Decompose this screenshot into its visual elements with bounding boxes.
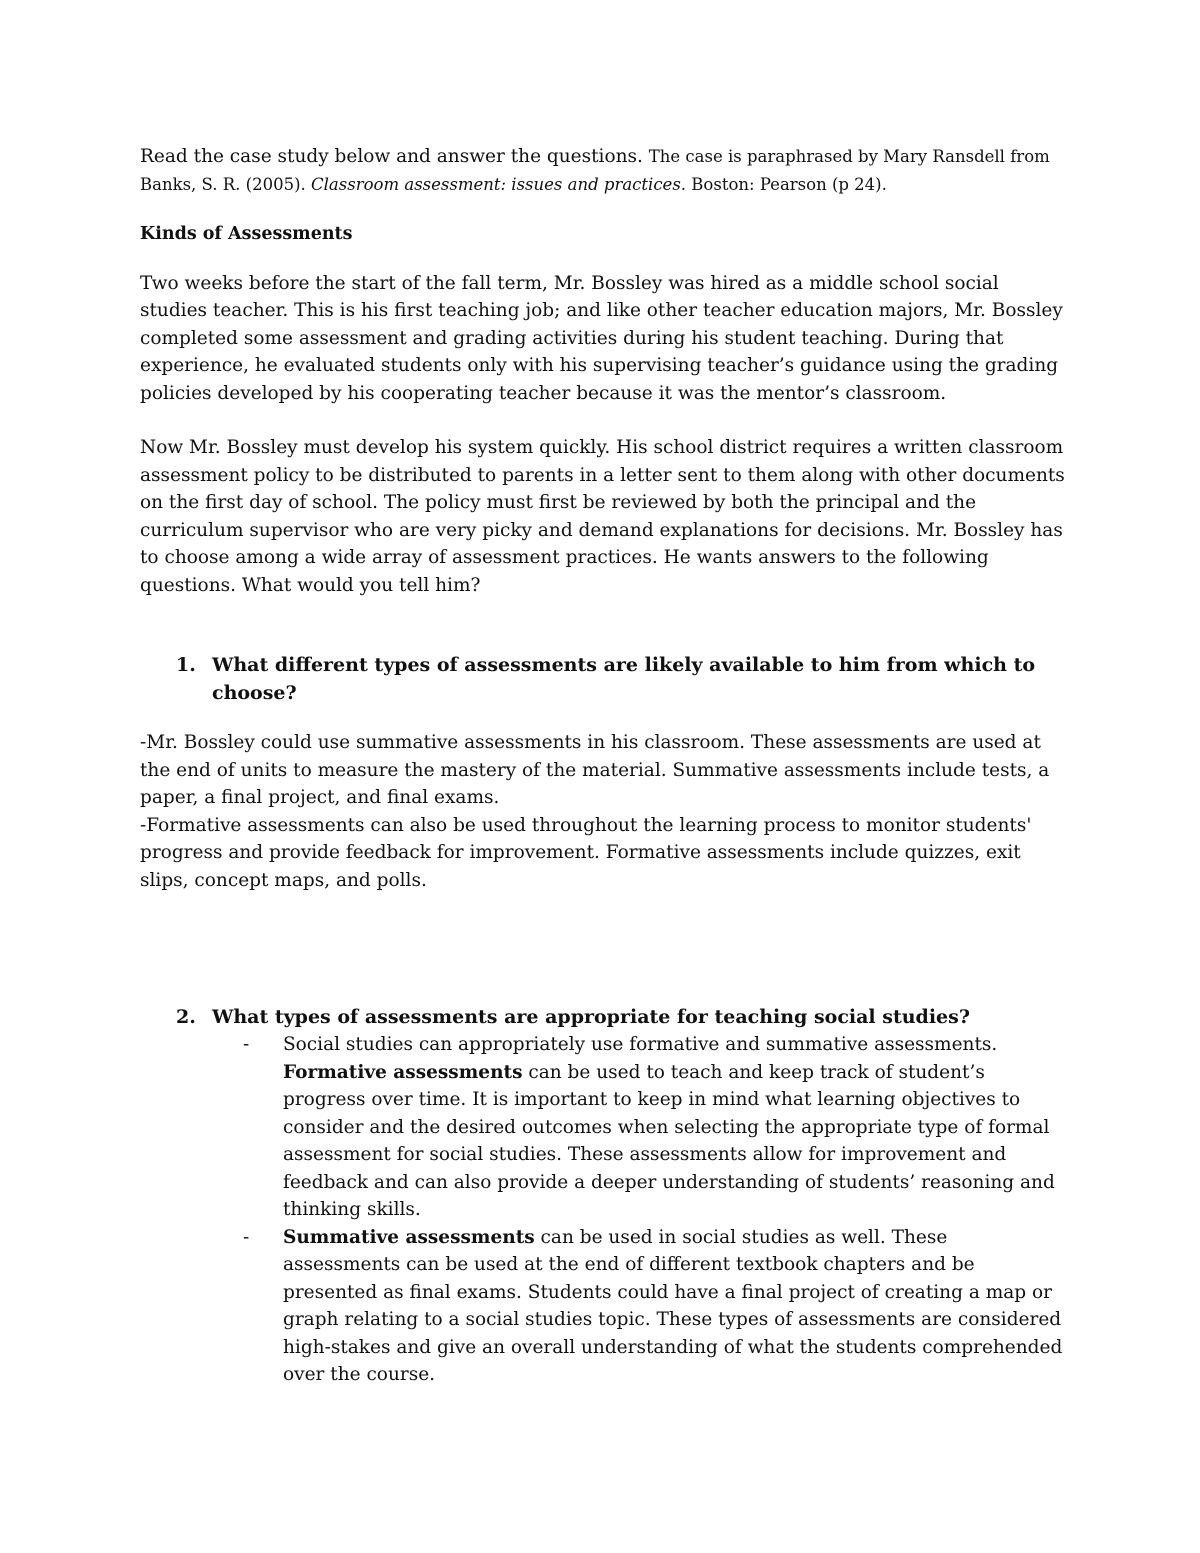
bullet-text [283,1224,1065,1389]
list-item [140,1031,1065,1224]
dash-bullet: - [243,1034,250,1055]
question-2-text: What types of assessments are appropriate for teaching social studies? [212,1006,970,1028]
intro-instruction: Read the case study below and answer the questions. [140,146,643,167]
question-2-number: 2. [176,1006,196,1028]
document-page [140,143,1065,1389]
intro-book-title: Classroom assessment: issues and practices. [311,174,687,194]
intro-citation-tail: Boston: Pearson (p 24). [691,174,887,194]
bullet-lead: Social studies can appropriately use formative and summative assessments. [283,1034,998,1055]
bullet-bold-term: Formative assessments [283,1061,523,1083]
bullet-bold-term: Summative assessments [283,1226,535,1248]
intro-citation-lead: The case is paraphrased by Mary Ransdell from Banks, S. R. (2005). [140,147,1050,194]
question-1-heading [140,651,1065,707]
answer-2-list [140,1031,1065,1389]
answer-1-formative: -Formative assessments can also be used throughout the learning process to monitor students' progress and provide feedback for improvement. Formative assessments include quizzes, exit slips, concept maps, and polls. [140,814,1032,891]
case-paragraph-2: Now Mr. Bossley must develop his system quickly. His school district requires a written classroom assessment policy to be distributed to parents in a letter sent to them along with other documents on the first day of school. The policy must first be reviewed by both the principal and the curriculum supervisor who are very picky and demand explanations for decisions. Mr. Bossley has to choose among a wide array of assessment practices. He wants answers to the following questions. What would you tell him? [140,437,1065,596]
list-item [140,1224,1065,1389]
answer-1-summative: -Mr. Bossley could use summative assessments in his classroom. These assessments are used at the end of units to measure the mastery of the material. Summative assessments include tests, a paper, a final project, and final exams. [140,732,1050,808]
bullet-text [283,1031,1065,1224]
bullet-rest: can be used in social studies as well. These assessments can be used at the end of different textbook chapters and be presented as final exams. Students could have a final project of creating a map or graph relating to a social studies topic. These types of assessments are considered high-stakes and give an overall understanding of what the students comprehended over the course. [283,1226,1063,1385]
bullet-rest: can be used to teach and keep track of student’s progress over time. It is important to keep in mind what learning objectives to consider and the desired outcomes when selecting the appropriate type of formal assessment for social studies. These assessments allow for improvement and feedback and can also provide a deeper understanding of students’ reasoning and thinking skills. [283,1061,1055,1220]
question-2-heading [140,1003,1065,1031]
intro-paragraph [140,143,1065,198]
case-paragraph-1: Two weeks before the start of the fall term, Mr. Bossley was hired as a middle school social studies teacher. This is his first teaching job; and like other teacher education majors, Mr. Bossley completed some assessment and grading activities during his student teaching. During that experience, he evaluated students only with his supervising teacher’s guidance using the grading policies developed by his cooperating teacher because it was the mentor’s classroom. [140,272,1063,404]
question-1-number: 1. [176,654,196,676]
dash-bullet: - [243,1226,250,1248]
question-1-text: What different types of assessments are likely available to him from which to choose? [212,654,1036,704]
section-title: Kinds of Assessments [140,224,353,244]
